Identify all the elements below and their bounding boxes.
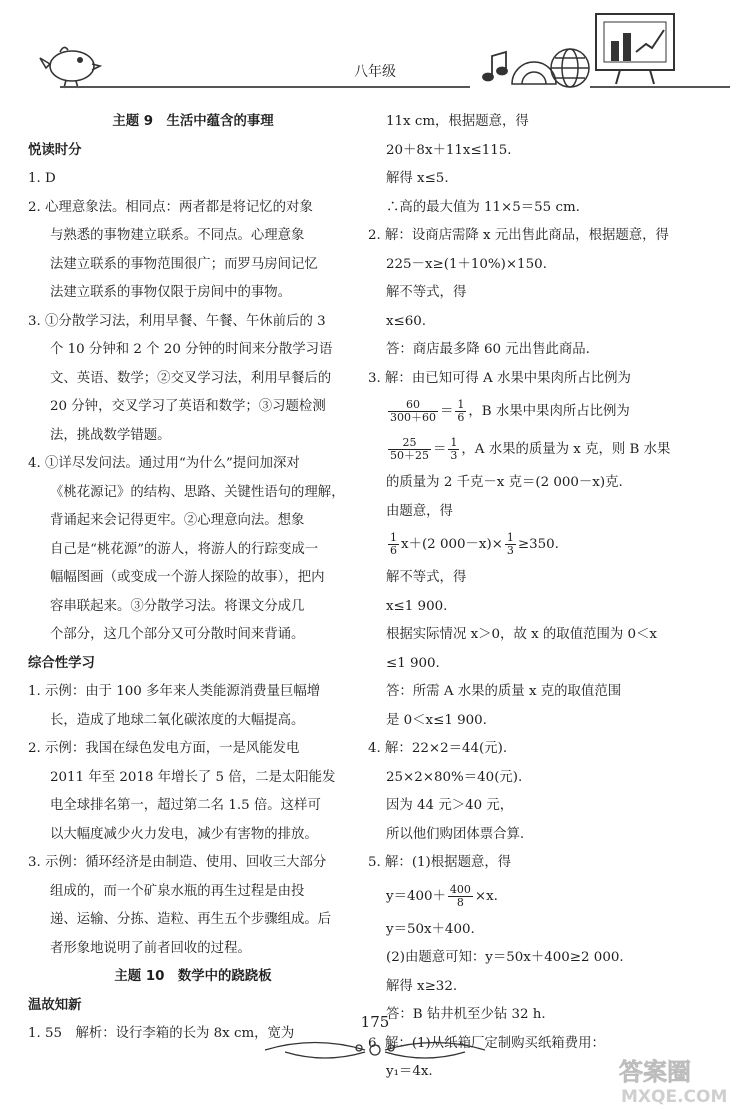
answer-line: 《桃花源记》的结构、思路、关键性语句的理解， — [50, 484, 345, 500]
answer-line: 6. 解：(1)从纸箱厂定制购买纸箱费用： — [368, 1035, 605, 1051]
page-number: 175 — [360, 1013, 390, 1031]
right-column — [368, 108, 726, 1087]
equation-line: 20＋8x＋11x≤115. — [386, 142, 512, 158]
answer-line: 解得 x≤5. — [386, 171, 449, 186]
equation-line: y₁＝4x. — [386, 1064, 433, 1079]
answer-line: 者形象地说明了前者回收的过程。 — [50, 940, 251, 956]
answer-line: 3. 示例：循环经济是由制造、使用、回收三大部分 — [28, 855, 327, 870]
answer-line: ≤1 900. — [386, 655, 440, 671]
answer-line: 解得 x≥32. — [386, 978, 458, 994]
answer-line: 解不等式，得 — [386, 285, 467, 300]
answer-line: 4. 解：22×2＝44(元). — [368, 741, 508, 756]
equation-line: 25×2×80%＝40(元). — [386, 769, 523, 785]
answer-line: 的质量为 2 千克－x 克＝(2 000－x)克. — [386, 475, 623, 490]
answer-line: (2)由题意可知：y＝50x＋400≥2 000. — [386, 950, 624, 965]
answer-line: 1. D — [28, 171, 56, 186]
answer-line: 答：商店最多降 60 元出售此商品. — [386, 342, 590, 357]
fraction: $\frac{25}{50+25}$ — [390, 436, 429, 462]
answer-line: 容串联起来。③分散学习法。将课文分成几 — [50, 598, 305, 614]
answer-line: 5. 解：(1)根据题意，得 — [368, 855, 512, 870]
fraction-line: $\frac{25}{50+25}$ ＝ $\frac{1}{3}$ ，A 水果的质量为 x 克，则 B 水果 — [390, 436, 671, 462]
answer-line: 1. 示例：由于 100 多年来人类能源消费量巨幅增 — [28, 684, 321, 699]
answer-line: 幅幅图画（或变成一个游人探险的故事），把内 — [50, 570, 325, 585]
fraction-line: y＝400＋ $\frac{400}{8}$ ×x. — [386, 882, 498, 909]
answer-line: ∴高的最大值为 11×5＝55 cm. — [386, 199, 580, 215]
fraction: $\frac{1}{3}$ — [506, 531, 514, 557]
fraction-line: $\frac{1}{6}$ x＋(2 000－x)× $\frac{1}{3}$ ≥350. — [390, 531, 559, 557]
answer-line: 背诵起来会记得更牢。②心理意向法。想象 — [50, 513, 305, 528]
answer-line: 组成的，而一个矿泉水瓶的再生过程是由投 — [50, 883, 305, 899]
answer-line: 2011 年至 2018 年增长了 5 倍，二是太阳能发 — [50, 769, 336, 785]
equation-line: x≤1 900. — [386, 598, 448, 614]
topic-9-title: 主题 9 生活中蕴含的事理 — [112, 114, 274, 129]
left-column — [28, 108, 358, 1049]
answer-line: 个 10 分钟和 2 个 20 分钟的时间来分散学习语 — [50, 342, 333, 357]
answer-line: 由题意，得 — [386, 503, 453, 519]
answer-line: 根据实际情况 x＞0，故 x 的取值范围为 0＜x — [386, 627, 657, 642]
grade-label: 八年级 — [354, 64, 396, 80]
answer-line: 自己是“桃花源”的游人，将游人的行踪变成一 — [50, 541, 319, 557]
answer-line: 是 0＜x≤1 900. — [386, 712, 487, 728]
answer-line: 2. 心理意象法。相同点：两者都是将记忆的对象 — [28, 199, 313, 215]
answer-line: 11x cm，根据题意，得 — [386, 114, 529, 129]
answer-line: 所以他们购团体票合算. — [386, 826, 525, 842]
answer-line: 文、英语、数学；②交叉学习法，利用早餐后的 — [50, 370, 332, 386]
answer-line: 长，造成了地球二氧化碳浓度的大幅提高。 — [50, 712, 305, 728]
answer-line: 因为 44 元＞40 元， — [386, 798, 514, 813]
fraction: $\frac{1}{6}$ — [390, 531, 397, 557]
answer-line: 2. 解：设商店需降 x 元出售此商品，根据题意，得 — [368, 228, 669, 243]
equation-line: 225－x≥(1＋10%)×150. — [386, 256, 547, 272]
answer-line: 个部分，这几个部分又可分散时间来背诵。 — [50, 627, 305, 642]
answer-line: 答：所需 A 水果的质量 x 克的取值范围 — [386, 684, 622, 699]
topic-10-title: 主题 10 数学中的跷跷板 — [114, 969, 272, 984]
answer-line: 4. ①详尽发问法。通过用“为什么”提问加深对 — [28, 456, 300, 471]
fraction: $\frac{1}{3}$ — [450, 436, 458, 462]
answer-line: 3. ①分散学习法，利用早餐、午餐、午休前后的 3 — [28, 313, 326, 329]
watermark-logo — [615, 1052, 745, 1107]
answer-line: 法建立联系的事物范围很广；而罗马房间记忆 — [50, 256, 318, 272]
answer-line: 与熟悉的事物建立联系。不同点。心理意象 — [50, 228, 305, 243]
answer-line: 2. 示例：我国在绿色发电方面，一是风能发电 — [28, 741, 300, 756]
answer-line: 答：B 钻井机至少钻 32 h. — [386, 1007, 546, 1022]
answer-line: 电全球排名第一，超过第二名 1.5 倍。这样可 — [50, 798, 321, 813]
header-illustration — [0, 0, 750, 100]
fraction-line: $\frac{60}{300+60}$ ＝ $\frac{1}{6}$ ，B 水果中果肉所占比例为 — [390, 398, 630, 424]
answer-line: 1. 55 解析：设行李箱的长为 8x cm，宽为 — [28, 1026, 295, 1041]
answer-line: 递、运输、分拣、造粒、再生五个步骤组成。后 — [50, 912, 332, 927]
answer-line: 解不等式，得 — [386, 570, 467, 585]
answer-line: 3. 解：由已知可得 A 水果中果肉所占比例为 — [368, 370, 631, 386]
equation-line: x≤60. — [386, 313, 427, 329]
header-rule-right — [590, 86, 730, 88]
fraction: $\frac{400}{8}$ — [449, 882, 471, 909]
fraction: $\frac{1}{6}$ — [457, 398, 465, 424]
header-rule-left — [60, 86, 470, 88]
answer-line: 20 分钟，交叉学习了英语和数学；③习题检测 — [50, 399, 326, 414]
answer-line: 以大幅度减少火力发电，减少有害物的排放。 — [50, 826, 318, 842]
watermark-url: MXQE.COM — [621, 1087, 728, 1107]
section-reading: 悦读时分 — [28, 142, 82, 158]
answer-line: 法建立联系的事物仅限于房间中的事物。 — [50, 285, 292, 300]
section-review: 温故知新 — [28, 997, 82, 1013]
equation-line: y＝50x＋400. — [386, 921, 475, 937]
section-comprehensive: 综合性学习 — [28, 655, 95, 671]
fraction: $\frac{60}{300+60}$ — [390, 398, 436, 424]
watermark-logo-text: 答案圈 — [619, 1058, 691, 1086]
answer-line: 法，挑战数学错题。 — [50, 427, 171, 443]
footer-ornament-icon — [255, 1030, 495, 1070]
